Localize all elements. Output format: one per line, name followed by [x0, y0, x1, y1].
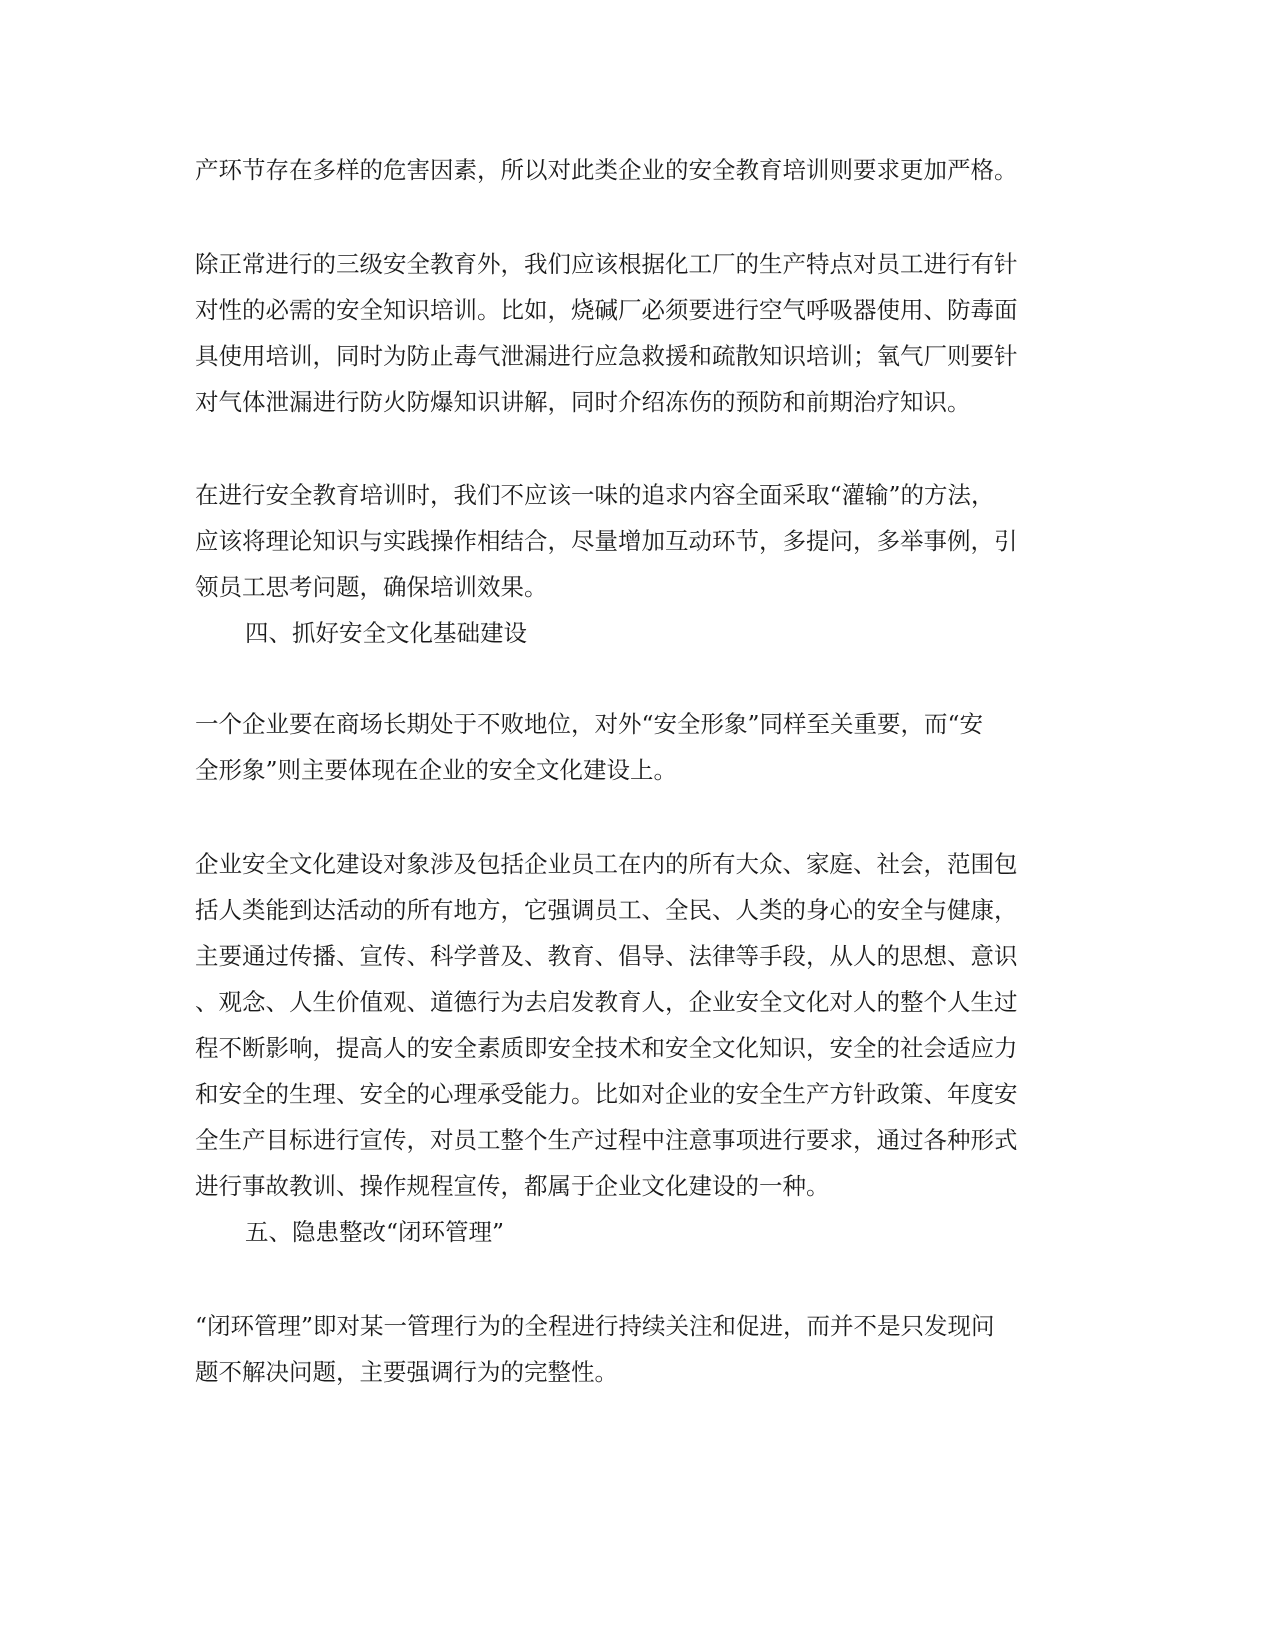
paragraph-line: 和安全的生理、安全的心理承受能力。比如对企业的安全生产方针政策、年度安: [195, 1080, 1018, 1108]
paragraph-line: 产环节存在多样的危害因素，所以对此类企业的安全教育培训则要求更加严格。: [195, 156, 1018, 184]
paragraph-line: 对性的必需的安全知识培训。比如，烧碱厂必须要进行空气呼吸器使用、防毒面: [195, 296, 1018, 324]
paragraph-line: 题不解决问题，主要强调行为的完整性。: [195, 1358, 618, 1386]
paragraph-line: 企业安全文化建设对象涉及包括企业员工在内的所有大众、家庭、社会，范围包: [195, 850, 1018, 878]
paragraph-line: 程不断影响，提高人的安全素质即安全技术和安全文化知识，安全的社会适应力: [195, 1034, 1018, 1062]
paragraph-line: 、观念、人生价值观、道德行为去启发教育人，企业安全文化对人的整个人生过: [195, 988, 1018, 1016]
paragraph-line: 具使用培训，同时为防止毒气泄漏进行应急救援和疏散知识培训；氧气厂则要针: [195, 342, 1018, 370]
paragraph-line: 对气体泄漏进行防火防爆知识讲解，同时介绍冻伤的预防和前期治疗知识。: [195, 388, 971, 416]
section-heading: 五、隐患整改“闭环管理”: [245, 1218, 505, 1246]
paragraph-line: 除正常进行的三级安全教育外，我们应该根据化工厂的生产特点对员工进行有针: [195, 250, 1018, 278]
paragraph-line: 进行事故教训、操作规程宣传，都属于企业文化建设的一种。: [195, 1172, 830, 1200]
paragraph-line: 领员工思考问题，确保培训效果。: [195, 573, 548, 601]
paragraph-line: 括人类能到达活动的所有地方，它强调员工、全民、人类的身心的安全与健康，: [195, 896, 1018, 924]
paragraph-line: 应该将理论知识与实践操作相结合，尽量增加互动环节，多提问，多举事例，引: [195, 527, 1018, 555]
paragraph-line: 主要通过传播、宣传、科学普及、教育、倡导、法律等手段，从人的思想、意识: [195, 942, 1018, 970]
paragraph-line: 一个企业要在商场长期处于不败地位，对外“安全形象”同样至关重要，而“安: [195, 710, 984, 738]
section-heading: 四、抓好安全文化基础建设: [245, 619, 527, 647]
paragraph-line: “闭环管理”即对某一管理行为的全程进行持续关注和促进，而并不是只发现问: [195, 1312, 995, 1340]
paragraph-line: 全生产目标进行宣传，对员工整个生产过程中注意事项进行要求，通过各种形式: [195, 1126, 1018, 1154]
paragraph-line: 在进行安全教育培训时，我们不应该一味的追求内容全面采取“灌输”的方法，: [195, 481, 995, 509]
paragraph-line: 全形象”则主要体现在企业的安全文化建设上。: [195, 756, 678, 784]
